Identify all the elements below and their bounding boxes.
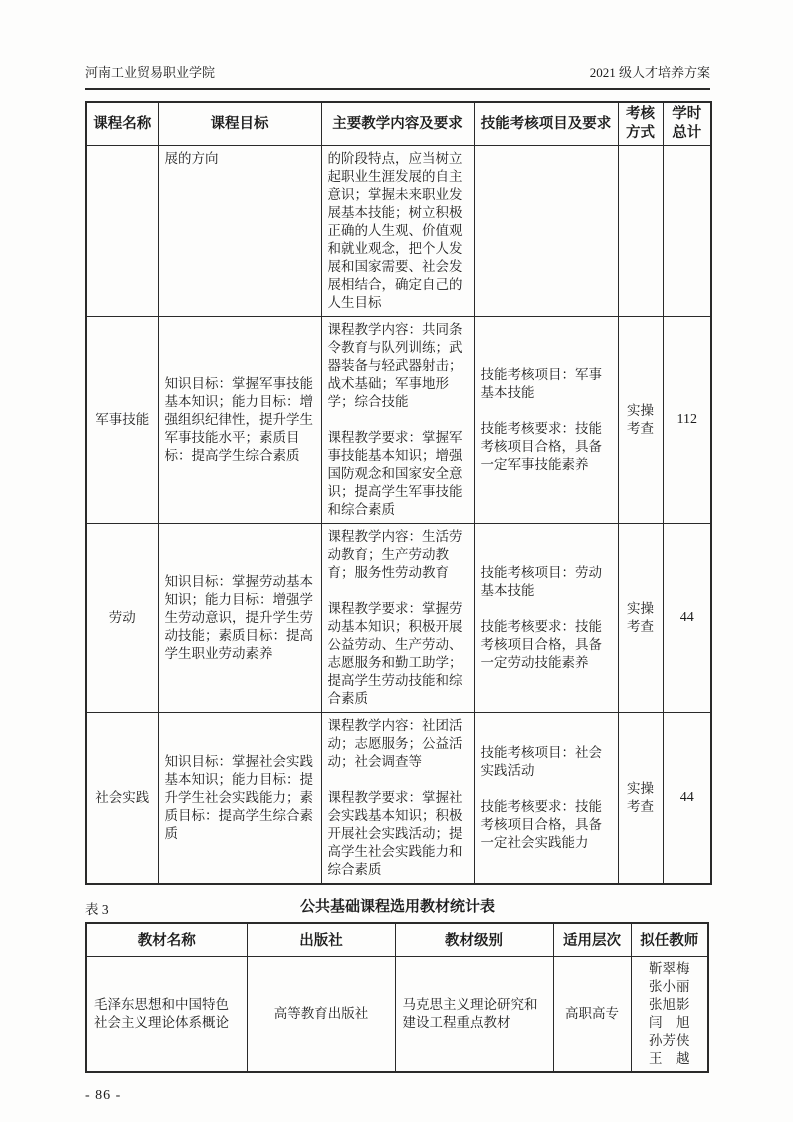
table-title: 公共基础课程选用教材统计表: [299, 899, 495, 915]
content-text: 课程教学要求：掌握社会实践基本知识；积极开展社会实践活动；提高学生社会实践能力和综合素质: [327, 790, 463, 877]
objectives-text: 知识目标：掌握劳动基本知识；能力目标：增强学生劳动意识，提升学生劳动技能；素质目标：提高学生职业劳动素养: [164, 574, 313, 661]
page-header: [85, 62, 710, 90]
objectives-text: 知识目标：掌握军事技能基本知识；能力目标：增强组织纪律性，提升学生军事技能水平；素质目标：提高学生综合素质: [164, 376, 313, 463]
assessment-method-cell: [618, 146, 663, 317]
teacher-name: 张小丽: [649, 978, 690, 994]
course-name-cell: [86, 146, 158, 317]
content-text: 课程教学内容：生活劳动教育；生产劳动教育；服务性劳动教育: [327, 529, 463, 580]
content-text: 课程教学内容：共同条令教育与队列训练；武器装备与轻武器射击；战术基础；军事地形学；综合技能: [327, 322, 463, 409]
textbook-table: [85, 922, 709, 1073]
course-objectives-cell: [158, 317, 321, 524]
header-plan-title: 2021 级人才培养方案: [589, 65, 710, 80]
course-table: [85, 101, 712, 885]
col-header-textbook-level: 教材级别: [395, 923, 553, 956]
course-assessment-cell: [474, 317, 618, 524]
table-row-continuation: [86, 146, 711, 317]
course-content-cell: [321, 524, 474, 713]
table-row-social-practice: [86, 713, 711, 885]
textbook-name-cell: 毛泽东思想和中国特色社会主义理论体系概论: [86, 956, 247, 1072]
col-header-publisher: 出版社: [247, 923, 395, 956]
table-row-military-skills: [86, 317, 711, 524]
content-text: 的阶段特点，应当树立起职业生涯发展的自主意识；掌握未来职业发展基本技能；树立积极正确的人生观、价值观和就业观念，把个人发展和国家需要、社会发展相结合，确定自己的人生目标: [327, 151, 463, 310]
total-hours-cell: 44: [663, 713, 711, 885]
course-table-header-row: [86, 102, 711, 146]
col-header-content: 主要教学内容及要求: [321, 102, 474, 146]
assessment-text: 技能考核要求：技能考核项目合格，具备一定军事技能素养: [480, 421, 602, 472]
assigned-teachers-cell: [631, 956, 708, 1072]
course-assessment-cell: [474, 146, 618, 317]
col-header-objectives: 课程目标: [158, 102, 321, 146]
total-hours-cell: 112: [663, 317, 711, 524]
table-row-labor: [86, 524, 711, 713]
assessment-text: 技能考核要求：技能考核项目合格，具备一定社会实践能力: [480, 799, 602, 850]
assessment-text: 技能考核项目：劳动基本技能: [480, 565, 602, 598]
col-header-method: 考核方式: [618, 102, 663, 146]
publisher-cell: 高等教育出版社: [247, 956, 395, 1072]
col-header-assessment: 技能考核项目及要求: [474, 102, 618, 146]
assessment-text: 技能考核要求：技能考核项目合格，具备一定劳动技能素养: [480, 619, 602, 670]
course-objectives-cell: [158, 713, 321, 885]
applicable-level-cell: 高职高专: [553, 956, 631, 1072]
textbook-level-cell: 马克思主义理论研究和建设工程重点教材: [395, 956, 553, 1072]
course-content-cell: [321, 317, 474, 524]
course-assessment-cell: [474, 713, 618, 885]
assessment-method-cell: 实操考查: [618, 524, 663, 713]
course-name-cell: 军事技能: [86, 317, 158, 524]
course-name-cell: 社会实践: [86, 713, 158, 885]
textbook-row: [86, 956, 708, 1072]
objectives-text: 知识目标：掌握社会实践基本知识；能力目标：提升学生社会实践能力；素质目标：提高学生综合素质: [164, 754, 313, 841]
table-number-label: 表 3: [85, 902, 109, 917]
teacher-name: 王 越: [649, 1050, 690, 1066]
teacher-name: 靳翠梅: [649, 960, 690, 976]
assessment-method-cell: 实操考查: [618, 713, 663, 885]
course-objectives-cell: [158, 146, 321, 317]
teacher-name: 孙芳侠: [649, 1032, 690, 1048]
course-content-cell: [321, 713, 474, 885]
textbook-table-header-row: [86, 923, 708, 956]
header-school-name: 河南工业贸易职业学院: [85, 65, 216, 80]
textbook-table-caption: [85, 895, 710, 917]
course-objectives-cell: [158, 524, 321, 713]
col-header-assigned-teachers: 拟任教师: [631, 923, 708, 956]
col-header-hours: 学时总计: [663, 102, 711, 146]
col-header-course-name: 课程名称: [86, 102, 158, 146]
assessment-text: 技能考核项目：军事基本技能: [480, 367, 602, 400]
course-assessment-cell: [474, 524, 618, 713]
teacher-name: 闫 旭: [649, 1014, 690, 1030]
course-content-cell: [321, 146, 474, 317]
page-number: - 86 -: [85, 1088, 122, 1103]
content-text: 课程教学内容：社团活动；志愿服务；公益活动；社会调查等: [327, 718, 463, 769]
assessment-method-cell: 实操考查: [618, 317, 663, 524]
col-header-applicable-level: 适用层次: [553, 923, 631, 956]
teacher-name: 张旭影: [649, 996, 690, 1012]
content-text: 课程教学要求：掌握军事技能基本知识；增强国防观念和国家安全意识；提高学生军事技能和综合素质: [327, 430, 463, 517]
objectives-text: 展的方向: [164, 151, 219, 166]
content-text: 课程教学要求：掌握劳动基本知识；积极开展公益劳动、生产劳动、志愿服务和勤工助学；提高学生劳动技能和综合素质: [327, 601, 463, 706]
col-header-textbook-name: 教材名称: [86, 923, 247, 956]
course-name-cell: 劳动: [86, 524, 158, 713]
assessment-text: 技能考核项目：社会实践活动: [480, 745, 602, 778]
total-hours-cell: [663, 146, 711, 317]
total-hours-cell: 44: [663, 524, 711, 713]
